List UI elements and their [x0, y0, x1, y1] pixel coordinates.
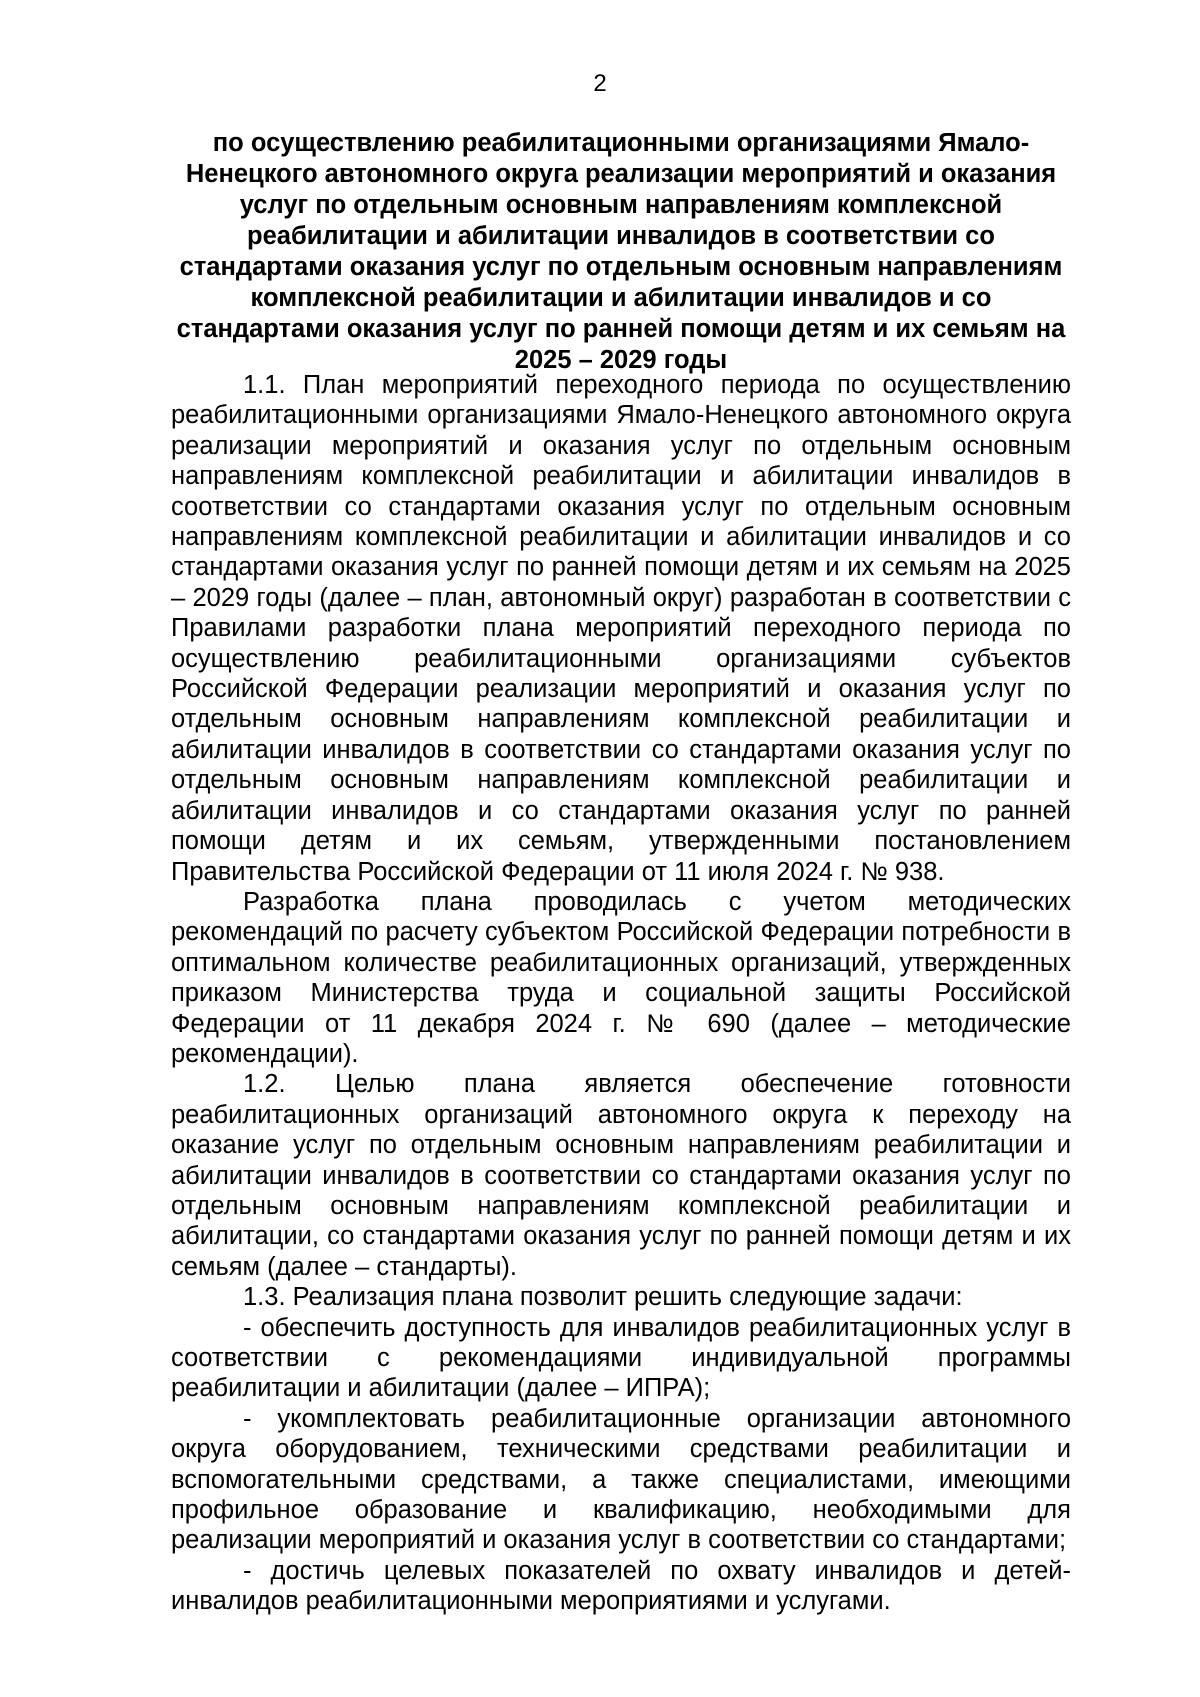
document-title: по осуществлению реабилитационными организациями Ямало-Ненецкого автономного округа реализации мероприятий и оказания услуг по отдельным основным направлениям комплексной реабилитации и абилитации инвалидов в соответствии со стандартами оказания услуг по отдельным основным направлениям комплексной реабилитации и абилитации инвалидов и со стандартами оказания услуг по ранней помощи детям и их семьям на 2025 – 2029 годы	[176, 129, 1066, 374]
document-body	[171, 370, 1071, 1617]
page-number: 2	[593, 70, 607, 97]
paragraph-development: Разработка плана проводилась с учетом методических рекомендаций по расчету субъектом Российской Федерации потребности в оптимальном количестве реабилитационных организаций, утвержденных приказом Министерства труда и социальной защиты Российской Федерации от 11 декабря 2024 г. № 690 (далее – методические рекомендации).	[171, 887, 1071, 1068]
paragraph-1-3: 1.3. Реализация плана позволит решить следующие задачи:	[243, 1283, 963, 1312]
task-item-equipment: - укомплектовать реабилитационные организации автономного округа оборудованием, техническими средствами реабилитации и вспомогательными средствами, а также специалистами, имеющими профильное образование и квалификацию, необходимыми для реализации мероприятий и оказания услуг в соответствии со стандартами;	[171, 1404, 1071, 1555]
paragraph-1-1: 1.1. План мероприятий переходного периода по осуществлению реабилитационными организациями Ямало-Ненецкого автономного округа реализации мероприятий и оказания услуг по отдельным основным направлениям комплексной реабилитации и абилитации инвалидов в соответствии со стандартами оказания услуг по отдельным основным направлениям комплексной реабилитации и абилитации инвалидов и со стандартами оказания услуг по ранней помощи детям и их семьям на 2025 – 2029 годы (далее – план, автономный округ) разработан в соответствии с Правилами разработки плана мероприятий переходного периода по осуществлению реабилитационными организациями субъектов Российской Федерации реализации мероприятий и оказания услуг по отдельным основным направлениям комплексной реабилитации и абилитации инвалидов в соответствии со стандартами оказания услуг по отдельным основным направлениям комплексной реабилитации и абилитации инвалидов и со стандартами оказания услуг по ранней помощи детям и их семьям, утвержденными постановлением Правительства Российской Федерации от 11 июля 2024 г. № 938.	[171, 371, 1071, 886]
task-item-targets: - достичь целевых показателей по охвату инвалидов и детей-инвалидов реабилитационными мероприятиями и услугами.	[171, 1556, 1071, 1616]
task-item-accessibility: - обеспечить доступность для инвалидов реабилитационных услуг в соответствии с рекомендациями индивидуальной программы реабилитации и абилитации (далее – ИПРА);	[171, 1313, 1071, 1403]
paragraph-1-2: 1.2. Целью плана является обеспечение готовности реабилитационных организаций автономного округа к переходу на оказание услуг по отдельным основным направлениям реабилитации и абилитации инвалидов в соответствии со стандартами оказания услуг по отдельным основным направлениям комплексной реабилитации и абилитации, со стандартами оказания услуг по ранней помощи детям и их семьям (далее – стандарты).	[171, 1070, 1071, 1281]
